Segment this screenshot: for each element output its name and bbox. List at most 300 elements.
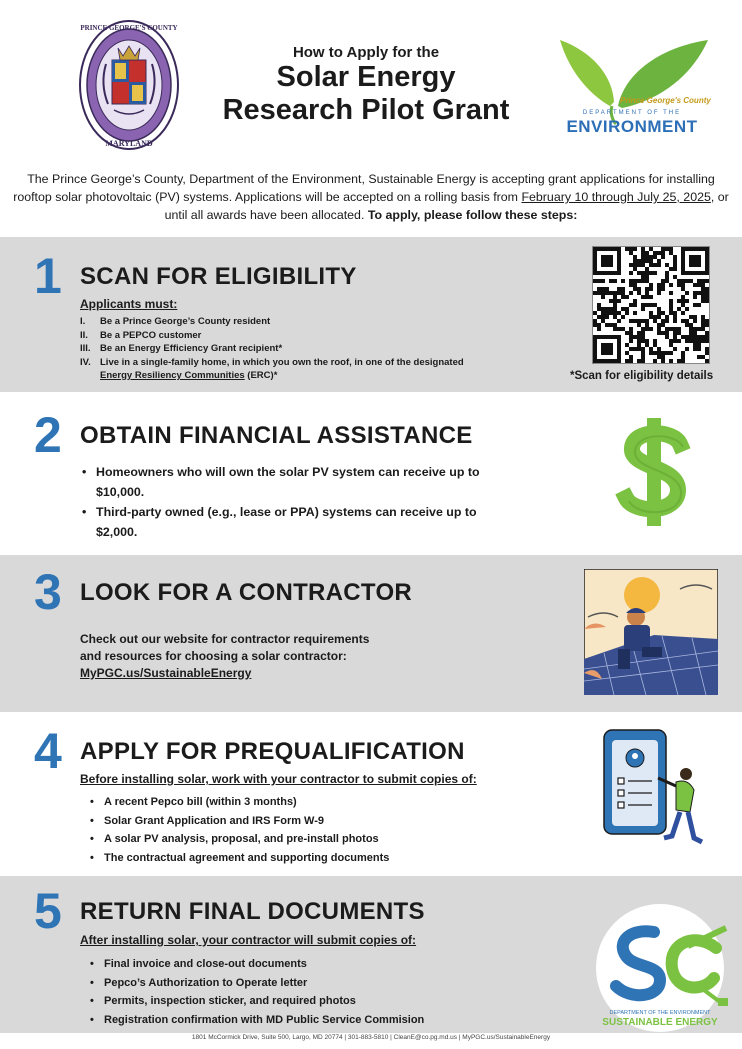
qr-module [681,255,685,259]
qr-module [685,271,689,275]
qr-module [705,339,709,343]
qr-module [629,327,633,331]
qr-module [617,267,621,271]
qr-module [601,263,605,267]
qr-module [621,287,625,291]
qr-module [617,347,621,351]
qr-module [657,251,661,255]
qr-module [705,331,709,335]
qr-module [653,343,657,347]
qr-module [681,283,685,287]
qr-module [609,351,613,355]
qr-module [593,351,597,355]
qr-module [621,307,625,311]
qr-module [621,279,625,283]
qr-module [669,283,673,287]
qr-module [693,319,697,323]
list-item: IV. Live in a single-family home, in which you own the roof, in one of the designated Energy Resiliency Communities (ERC)* [80,356,464,381]
qr-module [653,303,657,307]
qr-module [705,359,709,363]
qr-module [605,291,609,295]
qr-module [617,339,621,343]
erc-link[interactable]: Energy Resiliency Communities [100,370,245,381]
qr-module [637,263,641,267]
qr-module [661,311,665,315]
qr-module [597,271,601,275]
qr-module [629,319,633,323]
qr-module [657,355,661,359]
qr-module [645,287,649,291]
qr-module [601,259,605,263]
step-1-number: 1 [34,248,62,304]
qr-module [693,327,697,331]
qr-module [697,291,701,295]
qr-module [629,271,633,275]
qr-module [693,315,697,319]
qr-module [681,303,685,307]
qr-module [613,335,617,339]
qr-module [605,307,609,311]
qr-module [653,359,657,363]
qr-module [681,251,685,255]
qr-module [617,259,621,263]
list-item: I. Be a Prince George’s County resident [80,316,271,327]
qr-module [661,351,665,355]
qr-module [661,279,665,283]
qr-module [593,247,597,251]
qr-module [685,335,689,339]
qr-module [625,343,629,347]
qr-module [637,271,641,275]
qr-module [693,343,697,347]
qr-module [601,335,605,339]
qr-module [605,359,609,363]
qr-module [613,359,617,363]
qr-module [697,335,701,339]
step-2-heading: OBTAIN FINANCIAL ASSISTANCE [80,422,473,449]
qr-module [657,307,661,311]
qr-module [669,303,673,307]
qr-module [609,247,613,251]
qr-module [649,347,653,351]
qr-module [685,319,689,323]
qr-module [617,299,621,303]
qr-module [605,335,609,339]
qr-module [609,307,613,311]
qr-module [633,347,637,351]
qr-module [613,311,617,315]
qr-module [641,247,645,251]
qr-module [605,247,609,251]
list-item: • Solar Grant Application and IRS Form W-9 [90,812,510,831]
qr-module [649,283,653,287]
qr-module [633,259,637,263]
qr-module [673,319,677,323]
qr-module [597,315,601,319]
qr-module [681,355,685,359]
qr-module [701,283,705,287]
qr-module [629,331,633,335]
qr-module [613,327,617,331]
qr-module [597,279,601,283]
page-header [0,0,742,160]
title-line-2: Research Pilot Grant [222,94,510,126]
qr-module [633,335,637,339]
qr-module [701,247,705,251]
qr-module [637,347,641,351]
qr-module [601,295,605,299]
title-line-1: Solar Energy [276,61,456,93]
qr-module [657,311,661,315]
qr-module [657,331,661,335]
qr-module [617,311,621,315]
qr-module [705,351,709,355]
qr-module [645,327,649,331]
qr-module [617,287,621,291]
list-item: • The contractual agreement and supporting documents [90,849,510,868]
qr-module [601,351,605,355]
qr-module [701,271,705,275]
dollar-sign-icon [614,414,694,530]
qr-module [673,263,677,267]
qr-module [641,319,645,323]
qr-module [649,271,653,275]
qr-module [653,271,657,275]
qr-module [673,327,677,331]
qr-module [593,311,597,315]
qr-module [661,255,665,259]
qr-module [601,311,605,315]
qr-module [617,251,621,255]
qr-module [645,343,649,347]
qr-module [677,339,681,343]
qr-module [641,359,645,363]
qr-code[interactable] [592,246,710,364]
qr-module [653,319,657,323]
qr-module [685,247,689,251]
qr-module [637,339,641,343]
qr-module [681,287,685,291]
qr-module [701,291,705,295]
qr-module [617,247,621,251]
website-link[interactable]: MyPGC.us/SustainableEnergy [80,666,252,680]
qr-module [701,355,705,359]
qr-module [681,271,685,275]
qr-module [593,251,597,255]
qr-module [633,287,637,291]
qr-module [689,263,693,267]
qr-module [701,315,705,319]
qr-module [593,335,597,339]
qr-module [693,339,697,343]
qr-module [593,359,597,363]
qr-module [621,295,625,299]
step-2-number: 2 [34,407,62,463]
qr-module [613,291,617,295]
qr-module [649,303,653,307]
qr-module [681,279,685,283]
qr-module [693,347,697,351]
qr-module [605,351,609,355]
footer-contact: 1801 McCormick Drive, Suite 500, Largo, MD 20774 | 301-883-5810 | CleanE@co.pg.md.us | MyPGC.us/SustainableEnergy [191,1034,551,1041]
qr-module [617,255,621,259]
qr-module [593,319,597,323]
qr-module [697,255,701,259]
qr-module [665,315,669,319]
qr-module [625,359,629,363]
qr-module [689,327,693,331]
qr-module [705,267,709,271]
qr-module [705,247,709,251]
qr-module [681,263,685,267]
step-4-subheading: Before installing solar, work with your contractor to submit copies of: [80,772,477,786]
qr-module [609,255,613,259]
qr-module [621,291,625,295]
step-1-requirements [80,315,480,383]
qr-module [593,343,597,347]
step-3-section [0,555,742,712]
qr-module [705,287,709,291]
qr-module [593,259,597,263]
qr-module [645,271,649,275]
qr-module [689,255,693,259]
qr-module [669,247,673,251]
step-1-subheading: Applicants must: [80,297,178,311]
se-logo-dept: DEPARTMENT OF THE ENVIRONMENT [609,1010,711,1016]
qr-module [633,247,637,251]
qr-module [661,359,665,363]
qr-module [605,259,609,263]
qr-module [705,259,709,263]
list-item: • Third-party owned (e.g., lease or PPA) systems can receive up to $2,000. [82,502,502,542]
qr-module [701,327,705,331]
doe-county-text: Prince George's County [620,96,711,105]
intro-cta: To apply, please follow these steps: [367,208,578,222]
qr-module [609,359,613,363]
qr-module [665,319,669,323]
qr-module [681,295,685,299]
doe-dept-text: DEPARTMENT OF THE [582,110,682,116]
qr-module [701,279,705,283]
qr-module [661,247,665,251]
qr-module [649,315,653,319]
step-5-list [90,955,530,1029]
qr-module [633,319,637,323]
step-4-heading: APPLY FOR PREQUALIFICATION [80,738,465,765]
qr-module [609,291,613,295]
qr-module [605,315,609,319]
step-3-line-1: Check out our website for contractor requirements [80,632,370,646]
step-3-body [80,631,480,682]
qr-module [661,319,665,323]
qr-module [665,263,669,267]
qr-module [645,251,649,255]
qr-module [617,327,621,331]
qr-module [661,355,665,359]
qr-module [685,323,689,327]
qr-module [701,335,705,339]
qr-module [705,291,709,295]
qr-module [629,359,633,363]
intro-dates: February 10 through July 25, 2025 [521,190,711,204]
qr-module [689,247,693,251]
list-item: • A recent Pepco bill (within 3 months) [90,793,510,812]
qr-module [601,271,605,275]
qr-module [645,267,649,271]
qr-module [637,319,641,323]
qr-module [653,339,657,343]
qr-module [641,263,645,267]
step-4-section [0,712,742,876]
qr-module [685,299,689,303]
qr-module [705,323,709,327]
qr-module [705,299,709,303]
qr-module [697,283,701,287]
qr-module [681,351,685,355]
qr-module [645,295,649,299]
step-3-number: 3 [34,564,62,620]
qr-module [693,247,697,251]
qr-module [673,347,677,351]
qr-module [645,275,649,279]
qr-module [677,283,681,287]
qr-module [697,343,701,347]
solar-installer-illustration [584,569,718,695]
qr-module [605,343,609,347]
qr-module [609,263,613,267]
qr-module [597,307,601,311]
qr-module [673,275,677,279]
qr-module [681,299,685,303]
qr-module [637,343,641,347]
qr-module [613,323,617,327]
qr-module [605,255,609,259]
seal-top-text: PRINCE GEORGE'S COUNTY [80,24,178,32]
qr-module [649,351,653,355]
qr-module [649,311,653,315]
county-seal-logo [78,18,180,152]
qr-module [629,283,633,287]
qr-module [637,279,641,283]
qr-module [653,351,657,355]
qr-module [649,247,653,251]
qr-module [705,279,709,283]
qr-module [673,315,677,319]
qr-module [601,279,605,283]
qr-module [665,247,669,251]
qr-module [629,347,633,351]
list-item: • Homeowners who will own the solar PV system can receive up to $10,000. [82,462,502,502]
qr-module [689,315,693,319]
qr-module [609,279,613,283]
qr-module [705,271,709,275]
qr-module [645,319,649,323]
qr-module [665,271,669,275]
qr-module [669,311,673,315]
qr-module [697,271,701,275]
qr-module [665,331,669,335]
qr-module [633,279,637,283]
qr-module [693,331,697,335]
qr-module [633,255,637,259]
qr-module [617,335,621,339]
qr-module [697,347,701,351]
qr-module [685,279,689,283]
qr-module [681,319,685,323]
qr-module [609,347,613,351]
qr-module [705,347,709,351]
qr-module [633,299,637,303]
qr-module [697,303,701,307]
qr-module [625,331,629,335]
qr-module [689,335,693,339]
qr-module [705,251,709,255]
qr-module [605,347,609,351]
qr-module [637,359,641,363]
qr-module [605,271,609,275]
qr-module [613,279,617,283]
qr-module [637,323,641,327]
qr-module [609,259,613,263]
qr-module [633,303,637,307]
qr-module [617,359,621,363]
qr-module [601,315,605,319]
qr-module [681,359,685,363]
qr-module [701,319,705,323]
qr-note: *Scan for eligibility details [570,370,714,382]
qr-module [673,255,677,259]
qr-module [593,323,597,327]
qr-module [625,247,629,251]
list-item: • Registration confirmation with MD Public Service Commision [90,1011,530,1030]
qr-module [641,251,645,255]
qr-module [609,323,613,327]
qr-module [685,347,689,351]
qr-module [593,291,597,295]
step-5-number: 5 [34,883,62,939]
qr-module [673,267,677,271]
qr-module [657,283,661,287]
doe-name-text: ENVIRONMENT [566,117,698,136]
qr-module [705,335,709,339]
qr-module [629,303,633,307]
qr-module [621,327,625,331]
qr-module [673,335,677,339]
qr-module [593,271,597,275]
qr-module [681,335,685,339]
step-2-section [0,392,742,555]
qr-module [689,279,693,283]
qr-module [645,255,649,259]
qr-module [629,247,633,251]
qr-module [613,247,617,251]
qr-module [693,259,697,263]
qr-module [641,259,645,263]
qr-module [669,299,673,303]
qr-module [673,311,677,315]
qr-module [693,271,697,275]
qr-module [629,263,633,267]
qr-module [613,271,617,275]
qr-module [605,287,609,291]
qr-module [617,319,621,323]
seal-bottom-text: MARYLAND [105,139,153,148]
qr-module [693,291,697,295]
qr-module [641,331,645,335]
qr-module [641,355,645,359]
qr-module [637,291,641,295]
qr-module [689,323,693,327]
